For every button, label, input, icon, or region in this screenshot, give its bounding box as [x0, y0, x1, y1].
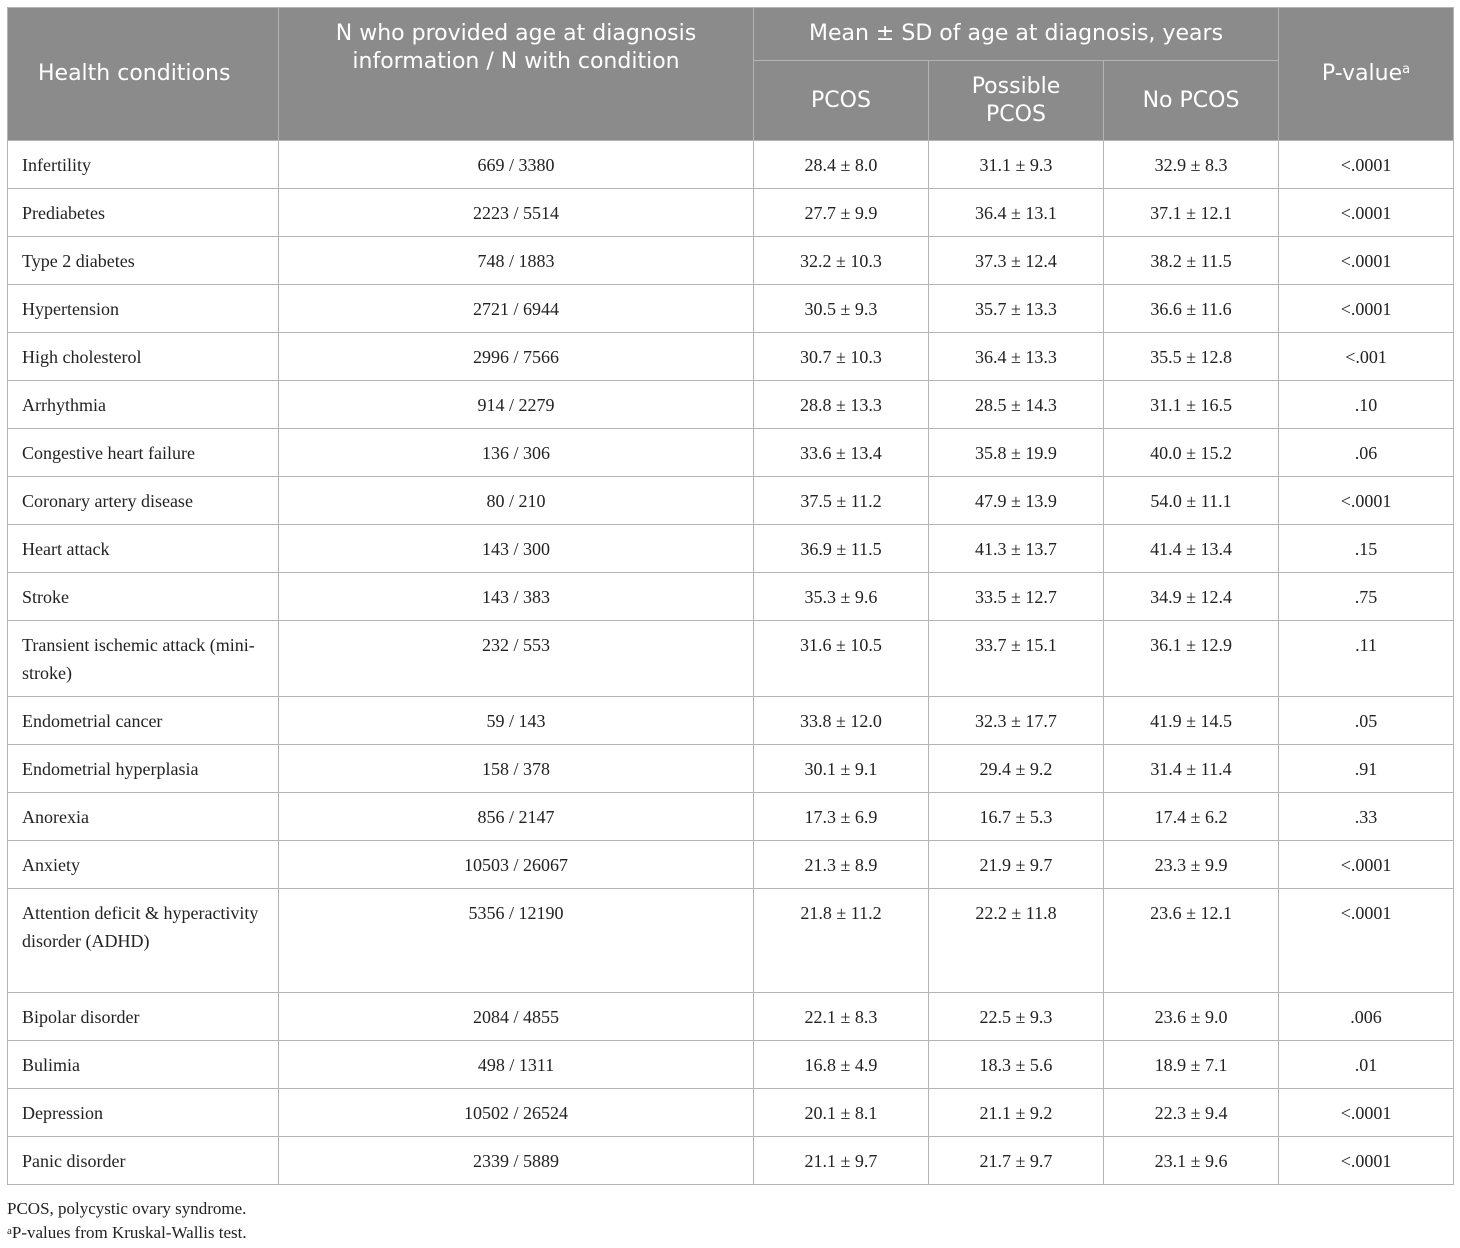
cell-condition: Congestive heart failure: [8, 429, 279, 477]
cell-condition: Infertility: [8, 141, 279, 189]
footnote-abbreviation: PCOS, polycystic ovary syndrome.: [7, 1199, 247, 1218]
cell-pcos: 31.6 ± 10.5: [754, 621, 929, 697]
cell-no-pcos: 18.9 ± 7.1: [1104, 1041, 1279, 1089]
footnote-pvalue-text: P-values from Kruskal-Wallis test.: [11, 1223, 247, 1242]
table-row: [8, 333, 1454, 381]
cell-condition: Anorexia: [8, 793, 279, 841]
cell-no-pcos: 38.2 ± 11.5: [1104, 237, 1279, 285]
header-pcos: PCOS: [754, 61, 929, 141]
cell-pcos: 28.4 ± 8.0: [754, 141, 929, 189]
table-row: [8, 1041, 1454, 1089]
cell-pcos: 33.6 ± 13.4: [754, 429, 929, 477]
cell-no-pcos: 23.1 ± 9.6: [1104, 1137, 1279, 1185]
cell-n-provided: 914 / 2279: [279, 381, 754, 429]
cell-condition: Bulimia: [8, 1041, 279, 1089]
footnote-pvalue: [7, 1221, 247, 1245]
cell-no-pcos: 23.6 ± 9.0: [1104, 993, 1279, 1041]
cell-p-value: <.0001: [1279, 841, 1454, 889]
cell-possible-pcos: 16.7 ± 5.3: [929, 793, 1104, 841]
table-row: [8, 793, 1454, 841]
table-row: [8, 237, 1454, 285]
cell-no-pcos: 37.1 ± 12.1: [1104, 189, 1279, 237]
cell-n-provided: 5356 / 12190: [279, 889, 754, 993]
cell-p-value: .11: [1279, 621, 1454, 697]
header-possible-pcos: Possible PCOS: [929, 61, 1104, 141]
cell-no-pcos: 41.9 ± 14.5: [1104, 697, 1279, 745]
cell-possible-pcos: 33.5 ± 12.7: [929, 573, 1104, 621]
header-p-value-label: P-value: [1321, 61, 1403, 86]
cell-condition: Anxiety: [8, 841, 279, 889]
cell-possible-pcos: 41.3 ± 13.7: [929, 525, 1104, 573]
cell-n-provided: 498 / 1311: [279, 1041, 754, 1089]
cell-p-value: .10: [1279, 381, 1454, 429]
table-row: [8, 429, 1454, 477]
table-row: [8, 477, 1454, 525]
cell-p-value: <.0001: [1279, 189, 1454, 237]
cell-condition: Endometrial hyperplasia: [8, 745, 279, 793]
cell-n-provided: 80 / 210: [279, 477, 754, 525]
cell-possible-pcos: 21.1 ± 9.2: [929, 1089, 1104, 1137]
table-footnotes: [7, 1197, 247, 1245]
cell-n-provided: 158 / 378: [279, 745, 754, 793]
cell-no-pcos: 32.9 ± 8.3: [1104, 141, 1279, 189]
cell-possible-pcos: 33.7 ± 15.1: [929, 621, 1104, 697]
cell-condition: Hypertension: [8, 285, 279, 333]
cell-no-pcos: 23.6 ± 12.1: [1104, 889, 1279, 993]
table-row: [8, 993, 1454, 1041]
cell-p-value: <.0001: [1279, 889, 1454, 993]
table-header: [8, 8, 1454, 141]
table-row: [8, 189, 1454, 237]
cell-no-pcos: 22.3 ± 9.4: [1104, 1089, 1279, 1137]
table-row: [8, 1089, 1454, 1137]
cell-n-provided: 2084 / 4855: [279, 993, 754, 1041]
cell-no-pcos: 34.9 ± 12.4: [1104, 573, 1279, 621]
cell-no-pcos: 40.0 ± 15.2: [1104, 429, 1279, 477]
cell-no-pcos: 54.0 ± 11.1: [1104, 477, 1279, 525]
cell-condition: Heart attack: [8, 525, 279, 573]
cell-p-value: <.0001: [1279, 141, 1454, 189]
cell-n-provided: 136 / 306: [279, 429, 754, 477]
cell-condition: Type 2 diabetes: [8, 237, 279, 285]
cell-condition: Endometrial cancer: [8, 697, 279, 745]
cell-p-value: <.001: [1279, 333, 1454, 381]
cell-pcos: 22.1 ± 8.3: [754, 993, 929, 1041]
cell-condition: Panic disorder: [8, 1137, 279, 1185]
cell-condition: Depression: [8, 1089, 279, 1137]
cell-possible-pcos: 35.8 ± 19.9: [929, 429, 1104, 477]
cell-p-value: <.0001: [1279, 1137, 1454, 1185]
cell-possible-pcos: 22.5 ± 9.3: [929, 993, 1104, 1041]
table-container: [7, 7, 1453, 1185]
cell-n-provided: 10502 / 26524: [279, 1089, 754, 1137]
cell-possible-pcos: 28.5 ± 14.3: [929, 381, 1104, 429]
cell-n-provided: 748 / 1883: [279, 237, 754, 285]
cell-possible-pcos: 36.4 ± 13.3: [929, 333, 1104, 381]
cell-possible-pcos: 35.7 ± 13.3: [929, 285, 1104, 333]
table-row: [8, 1137, 1454, 1185]
cell-n-provided: 2223 / 5514: [279, 189, 754, 237]
table-row: [8, 381, 1454, 429]
header-mean-sd-group: Mean ± SD of age at diagnosis, years: [754, 8, 1279, 61]
table-row: [8, 889, 1454, 993]
cell-p-value: .33: [1279, 793, 1454, 841]
cell-condition: High cholesterol: [8, 333, 279, 381]
cell-pcos: 16.8 ± 4.9: [754, 1041, 929, 1089]
table-row: [8, 573, 1454, 621]
cell-p-value: .91: [1279, 745, 1454, 793]
table-body: [8, 141, 1454, 1185]
cell-possible-pcos: 22.2 ± 11.8: [929, 889, 1104, 993]
cell-pcos: 35.3 ± 9.6: [754, 573, 929, 621]
cell-pcos: 32.2 ± 10.3: [754, 237, 929, 285]
cell-pcos: 20.1 ± 8.1: [754, 1089, 929, 1137]
cell-p-value: .15: [1279, 525, 1454, 573]
cell-pcos: 37.5 ± 11.2: [754, 477, 929, 525]
cell-condition: Prediabetes: [8, 189, 279, 237]
cell-n-provided: 10503 / 26067: [279, 841, 754, 889]
cell-pcos: 27.7 ± 9.9: [754, 189, 929, 237]
cell-possible-pcos: 18.3 ± 5.6: [929, 1041, 1104, 1089]
cell-possible-pcos: 31.1 ± 9.3: [929, 141, 1104, 189]
cell-n-provided: 2996 / 7566: [279, 333, 754, 381]
cell-condition: Attention deficit & hyperactivity disorder (ADHD): [8, 889, 279, 993]
cell-n-provided: 2721 / 6944: [279, 285, 754, 333]
cell-no-pcos: 41.4 ± 13.4: [1104, 525, 1279, 573]
header-no-pcos: No PCOS: [1104, 61, 1279, 141]
cell-p-value: .01: [1279, 1041, 1454, 1089]
cell-pcos: 30.1 ± 9.1: [754, 745, 929, 793]
cell-possible-pcos: 32.3 ± 17.7: [929, 697, 1104, 745]
header-p-value-footnote-mark: a: [1402, 62, 1411, 77]
cell-n-provided: 59 / 143: [279, 697, 754, 745]
cell-n-provided: 232 / 553: [279, 621, 754, 697]
footnote-mark: a: [7, 1225, 12, 1237]
header-n-provided: N who provided age at diagnosis information / N with condition: [279, 8, 754, 141]
table-row: [8, 621, 1454, 697]
cell-n-provided: 856 / 2147: [279, 793, 754, 841]
cell-possible-pcos: 21.7 ± 9.7: [929, 1137, 1104, 1185]
cell-pcos: 17.3 ± 6.9: [754, 793, 929, 841]
cell-p-value: <.0001: [1279, 285, 1454, 333]
cell-possible-pcos: 47.9 ± 13.9: [929, 477, 1104, 525]
table-row: [8, 285, 1454, 333]
cell-no-pcos: 36.1 ± 12.9: [1104, 621, 1279, 697]
table-row: [8, 697, 1454, 745]
cell-pcos: 30.7 ± 10.3: [754, 333, 929, 381]
cell-n-provided: 143 / 300: [279, 525, 754, 573]
header-health-conditions: Health conditions: [8, 8, 279, 141]
cell-condition: Bipolar disorder: [8, 993, 279, 1041]
cell-possible-pcos: 29.4 ± 9.2: [929, 745, 1104, 793]
cell-condition: Transient ischemic attack (mini-stroke): [8, 621, 279, 697]
cell-p-value: .006: [1279, 993, 1454, 1041]
cell-p-value: .05: [1279, 697, 1454, 745]
table-row: [8, 745, 1454, 793]
cell-possible-pcos: 37.3 ± 12.4: [929, 237, 1104, 285]
cell-pcos: 21.3 ± 8.9: [754, 841, 929, 889]
cell-no-pcos: 31.1 ± 16.5: [1104, 381, 1279, 429]
cell-condition: Stroke: [8, 573, 279, 621]
cell-no-pcos: 23.3 ± 9.9: [1104, 841, 1279, 889]
cell-no-pcos: 36.6 ± 11.6: [1104, 285, 1279, 333]
header-p-value: [1279, 8, 1454, 141]
cell-no-pcos: 35.5 ± 12.8: [1104, 333, 1279, 381]
table-row: [8, 525, 1454, 573]
cell-p-value: <.0001: [1279, 1089, 1454, 1137]
cell-n-provided: 143 / 383: [279, 573, 754, 621]
cell-pcos: 33.8 ± 12.0: [754, 697, 929, 745]
cell-pcos: 28.8 ± 13.3: [754, 381, 929, 429]
cell-p-value: .06: [1279, 429, 1454, 477]
cell-n-provided: 2339 / 5889: [279, 1137, 754, 1185]
cell-p-value: .75: [1279, 573, 1454, 621]
table-row: [8, 141, 1454, 189]
cell-no-pcos: 17.4 ± 6.2: [1104, 793, 1279, 841]
cell-pcos: 36.9 ± 11.5: [754, 525, 929, 573]
cell-p-value: <.0001: [1279, 477, 1454, 525]
cell-p-value: <.0001: [1279, 237, 1454, 285]
cell-n-provided: 669 / 3380: [279, 141, 754, 189]
cell-no-pcos: 31.4 ± 11.4: [1104, 745, 1279, 793]
age-at-diagnosis-table: [7, 7, 1454, 1185]
cell-pcos: 21.1 ± 9.7: [754, 1137, 929, 1185]
cell-condition: Coronary artery disease: [8, 477, 279, 525]
table-row: [8, 841, 1454, 889]
cell-condition: Arrhythmia: [8, 381, 279, 429]
cell-possible-pcos: 21.9 ± 9.7: [929, 841, 1104, 889]
cell-possible-pcos: 36.4 ± 13.1: [929, 189, 1104, 237]
cell-pcos: 21.8 ± 11.2: [754, 889, 929, 993]
cell-pcos: 30.5 ± 9.3: [754, 285, 929, 333]
